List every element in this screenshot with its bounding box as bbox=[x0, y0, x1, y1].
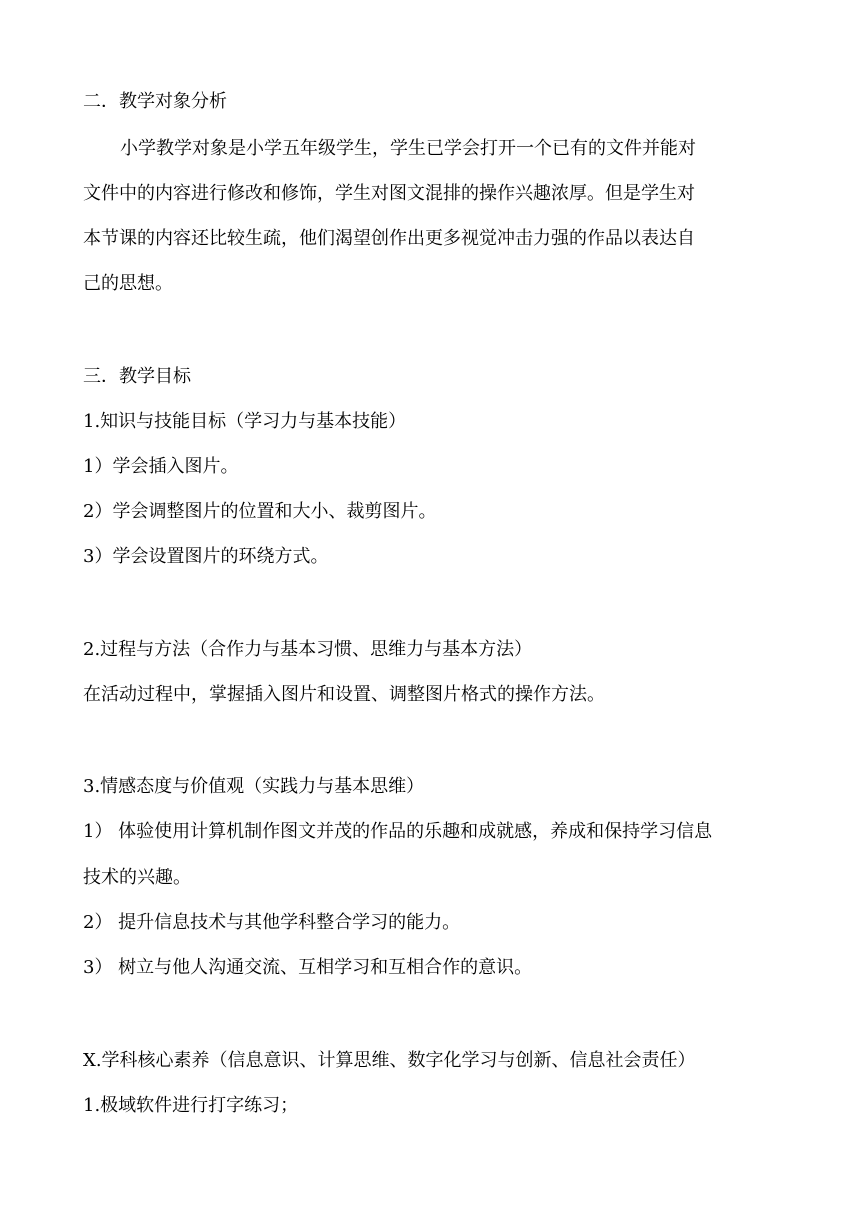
goal-title-process-method: 2.过程与方法（合作力与基本习惯、思维力与基本方法） bbox=[83, 639, 533, 660]
list-item: 1）学会插入图片。 bbox=[83, 456, 239, 477]
paragraph-line: 文件中的内容进行修改和修饰，学生对图文混排的操作兴趣浓厚。但是学生对 bbox=[83, 183, 695, 204]
section-heading-object-analysis: 二．教学对象分析 bbox=[83, 91, 227, 112]
goal-text: 在活动过程中，掌握插入图片和设置、调整图片格式的操作方法。 bbox=[83, 684, 605, 705]
list-item: 2）学会调整图片的位置和大小、裁剪图片。 bbox=[83, 501, 437, 522]
section-heading-teaching-goals: 三．教学目标 bbox=[83, 366, 191, 387]
list-item: 1） 体验使用计算机制作图文并茂的作品的乐趣和成就感，养成和保持学习信息 bbox=[83, 821, 713, 842]
list-item: 3）学会设置图片的环绕方式。 bbox=[83, 546, 329, 567]
list-item: 1.极域软件进行打字练习； bbox=[83, 1095, 299, 1116]
paragraph-line: 本节课的内容还比较生疏，他们渴望创作出更多视觉冲击力强的作品以表达自 bbox=[83, 228, 695, 249]
list-item: 3） 树立与他人沟通交流、互相学习和互相合作的意识。 bbox=[83, 957, 533, 978]
goal-title-attitude-values: 3.情感态度与价值观（实践力与基本思维） bbox=[83, 776, 425, 797]
paragraph-line: 小学教学对象是小学五年级学生，学生已学会打开一个已有的文件并能对 bbox=[120, 138, 696, 159]
paragraph-line: 己的思想。 bbox=[83, 273, 173, 294]
section-heading-core-literacy: X.学科核心素养（信息意识、计算思维、数字化学习与创新、信息社会责任） bbox=[83, 1050, 696, 1071]
list-item-continuation: 技术的兴趣。 bbox=[83, 867, 191, 888]
goal-title-knowledge-skills: 1.知识与技能目标（学习力与基本技能） bbox=[83, 411, 407, 432]
list-item: 2） 提升信息技术与其他学科整合学习的能力。 bbox=[83, 912, 461, 933]
